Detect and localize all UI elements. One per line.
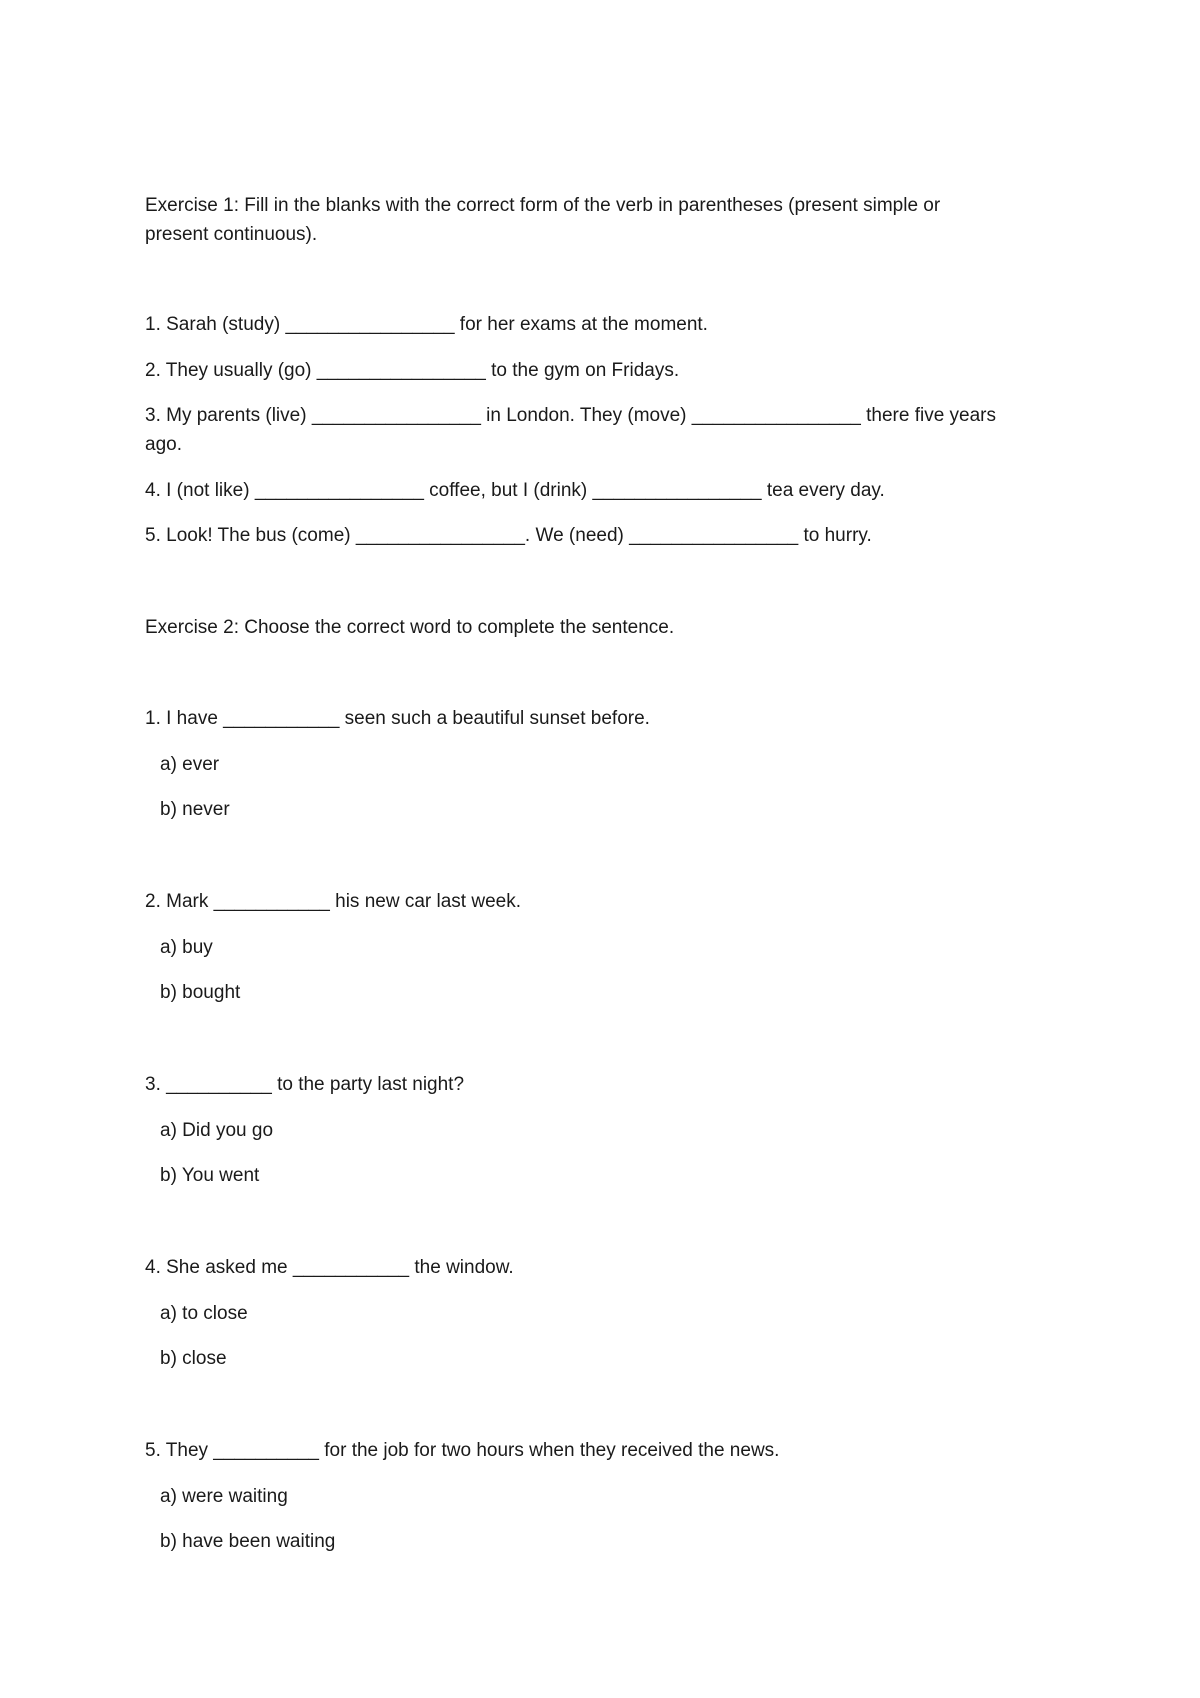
- exercise1-instruction-line2: present continuous).: [145, 224, 318, 245]
- exercise2-question-1: 1. I have ___________ seen such a beautiful sunset before.: [145, 708, 650, 729]
- exercise1-item-1: 1. Sarah (study) ________________ for her exams at the moment.: [145, 314, 708, 335]
- exercise1-item-4: 4. I (not like) ________________ coffee, but I (drink) ________________ tea every day.: [145, 480, 885, 501]
- exercise1-item-3-continued: ago.: [145, 434, 182, 455]
- exercise2-question-5-option-a: a) were waiting: [160, 1486, 288, 1507]
- exercise2-question-4: 4. She asked me ___________ the window.: [145, 1257, 514, 1278]
- exercise2-question-3-option-b: b) You went: [160, 1165, 260, 1186]
- exercise2-question-5: 5. They __________ for the job for two hours when they received the news.: [145, 1440, 780, 1461]
- exercise1-item-2: 2. They usually (go) ________________ to the gym on Fridays.: [145, 360, 680, 381]
- exercise1-item-3: 3. My parents (live) ________________ in London. They (move) ________________ there five years: [145, 405, 997, 426]
- exercise2-question-4-option-a: a) to close: [160, 1303, 248, 1324]
- exercise2-question-3-option-a: a) Did you go: [160, 1120, 274, 1141]
- exercise2-instruction: Exercise 2: Choose the correct word to complete the sentence.: [145, 617, 675, 638]
- exercise2-question-5-option-b: b) have been waiting: [160, 1531, 336, 1552]
- exercise2-question-2-option-b: b) bought: [160, 982, 241, 1003]
- exercise2-question-2: 2. Mark ___________ his new car last week.: [145, 891, 521, 912]
- exercise2-question-1-option-a: a) ever: [160, 754, 220, 775]
- exercise2-question-1-option-b: b) never: [160, 799, 230, 820]
- exercise1-instruction-line1: Exercise 1: Fill in the blanks with the correct form of the verb in parentheses (present simple or: [145, 195, 941, 216]
- exercise2-question-4-option-b: b) close: [160, 1348, 227, 1369]
- exercise2-question-3: 3. __________ to the party last night?: [145, 1074, 465, 1095]
- exercise1-item-5: 5. Look! The bus (come) ________________. We (need) ________________ to hurry.: [145, 525, 872, 546]
- exercise2-question-2-option-a: a) buy: [160, 937, 213, 958]
